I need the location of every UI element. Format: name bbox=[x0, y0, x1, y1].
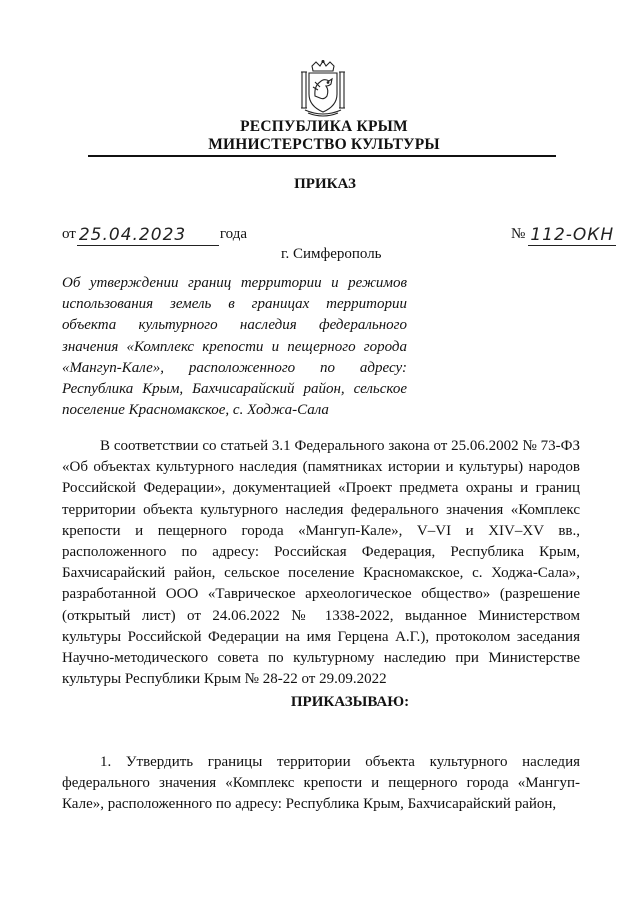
order-subject: Об утверждении границ территории и режимов использования земель в границах территории объекта культурного наследия федерального значения «Комплекс крепости и пещерного города «Мангуп-Кале», расположенного по адресу: Республика Крым, Бахчисарайский район, сельское поселение Красномакское, с. Ходжа-Сала bbox=[62, 275, 407, 419]
order-item-1: 1. Утвердить границы территории объекта культурного наследия федерального значения «Комплекс крепости и пещерного города «Мангуп-Кале», расположенного по адресу: Республика Крым, Бахчисарайский район, bbox=[62, 754, 580, 813]
date-line bbox=[62, 223, 247, 244]
organization-name-line1: РЕСПУБЛИКА КРЫМ bbox=[240, 118, 408, 135]
handwritten-date: 25.04.2023 bbox=[77, 225, 219, 246]
document-type-title: ПРИКАЗ bbox=[294, 176, 356, 192]
header-divider bbox=[88, 155, 556, 157]
preamble-paragraph: В соответствии со статьей 3.1 Федерального закона от 25.06.2002 № 73-ФЗ «Об объектах культурного наследия (памятниках истории и культуры) народов Российской Федерации», документацией «Проект предмета охраны и границ территории объекта культурного наследия федерального значения «Комплекс крепости и пещерного города «Мангуп-Кале», V–VI и XIV–XV вв., расположенного по адресу: Российская Федерация, Республика Крым, Бахчисарайский район, сельское поселение Красномакское, с. Ходжа-Сала», разработанной ООО «Таврическое археологическое общество» (разрешение (открытый лист) от 24.06.2022 № 1338-2022, выданное Министерством культуры Российской Федерации на имя Герцена А.Г.), протоколом заседания Научно-методического совета по культурному наследию при Министерстве культуры Республики Крым № 28-22 от 29.09.2022 bbox=[62, 438, 580, 688]
coat-of-arms-emblem-icon bbox=[296, 60, 350, 118]
order-number-line bbox=[511, 223, 616, 244]
handwritten-order-number: 112-ОКН bbox=[530, 225, 615, 245]
organization-name-line2: МИНИСТЕРСТВО КУЛЬТУРЫ bbox=[208, 136, 440, 153]
number-prefix: № bbox=[511, 226, 526, 242]
date-suffix: года bbox=[219, 226, 247, 242]
order-directive-heading: ПРИКАЗЫВАЮ: bbox=[290, 694, 410, 710]
date-prefix: от bbox=[62, 226, 76, 242]
city-line: г. Симферополь bbox=[281, 246, 382, 262]
